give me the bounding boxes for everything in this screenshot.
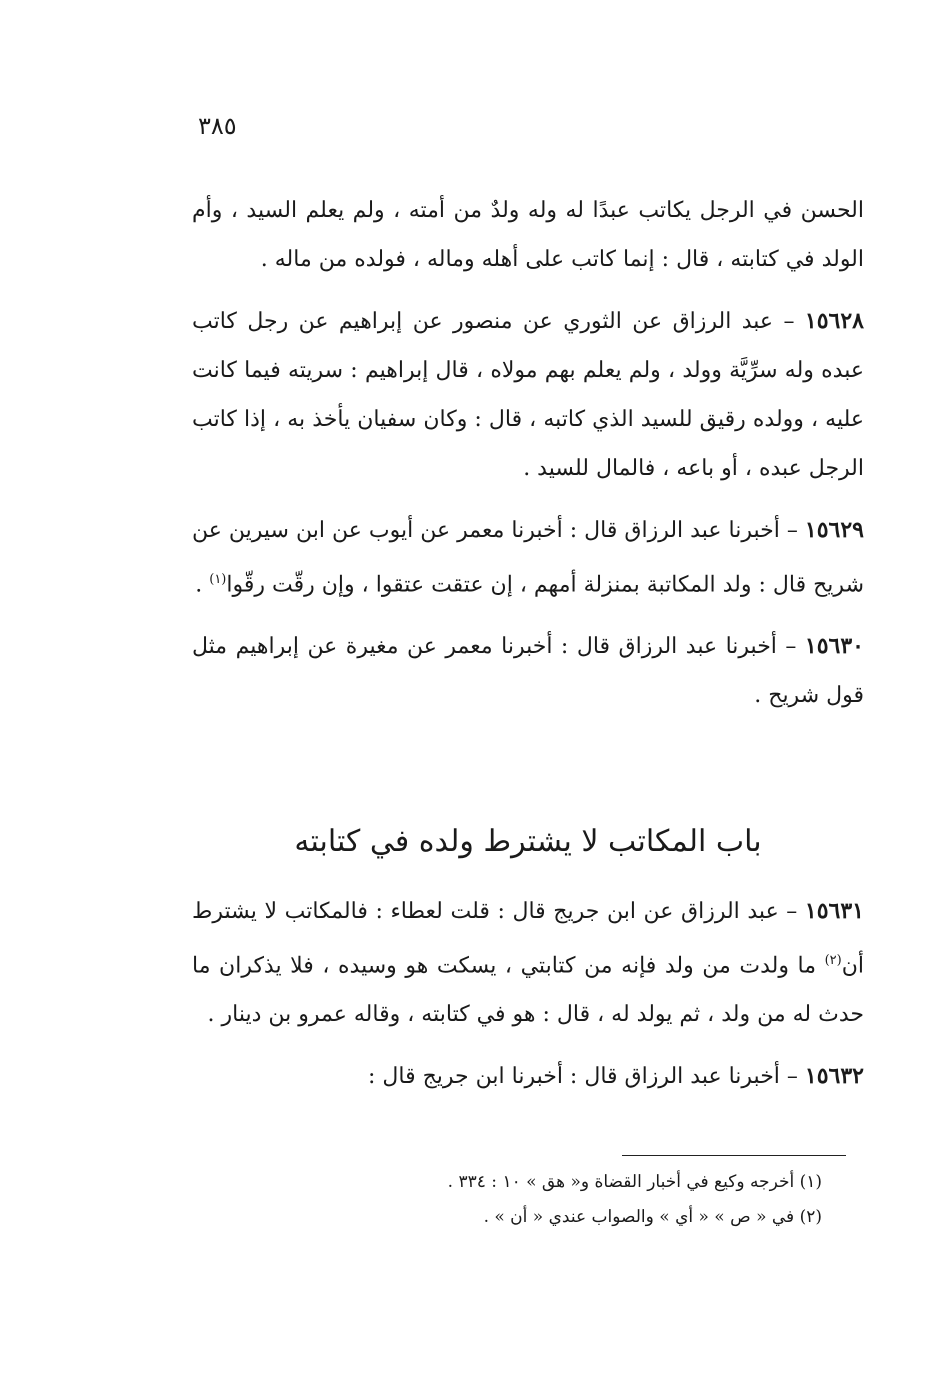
hadith-number: ١٥٦٣٢ <box>804 1063 864 1090</box>
hadith-tail: . <box>195 572 210 598</box>
hadith-15630 <box>192 622 864 720</box>
hadith-text: عبد الرزاق عن الثوري عن منصور عن إبراهيم عن رجل كاتب عبده وله سرِّيَّة وولد ، ولم يعلم بهم مولاه ، قال إبراهيم : سريته فيما كانت عليه ، وولده رقيق للسيد الذي كاتبه ، قال : وكان سفيان يأخذ به ، إذا كاتب الرجل عبده ، أو باعه ، فالمال للسيد . <box>192 309 864 481</box>
hadith-text: عبد الرزاق عن ابن جريج قال : قلت لعطاء : فالمكاتب لا يشترط أن <box>192 899 864 979</box>
footnote-ref-2: (٢) <box>824 953 842 968</box>
hadith-number: ١٥٦٣١ <box>804 898 864 924</box>
hadith-number: ١٥٦٢٩ <box>804 517 864 543</box>
footnote-divider <box>622 1155 846 1156</box>
hadith-15628 <box>192 297 864 493</box>
footnote-ref-1: (١) <box>209 572 227 587</box>
hadith-15631 <box>192 887 864 1039</box>
hadith-15632 <box>192 1052 864 1101</box>
number-separator: – <box>779 518 805 543</box>
chapter-heading: باب المكاتب لا يشترط ولده في كتابته <box>294 824 762 859</box>
page-number: ٣٨٥ <box>198 112 237 140</box>
top-paragraph: الحسن في الرجل يكاتب عبدًا له وله ولدٌ من أمته ، ولم يعلم السيد ، وأم الولد في كتابته ، قال : إنما كاتب على أهله وماله ، فولده من ماله . <box>192 198 864 272</box>
hadith-text: أخبرنا عبد الرزاق قال : أخبرنا ابن جريج قال : <box>367 1064 780 1090</box>
footnote-2: (٢) في « ص » « أي » والصواب عندي « أن » . <box>483 1207 822 1227</box>
hadith-number: ١٥٦٣٠ <box>804 633 864 660</box>
footnotes <box>360 1165 822 1235</box>
number-separator: – <box>778 899 805 924</box>
number-separator: – <box>776 634 805 660</box>
main-text <box>192 186 864 720</box>
hadith-text: أخبرنا عبد الرزاق قال : أخبرنا معمر عن مغيرة عن إبراهيم مثل قول شريح . <box>192 634 864 709</box>
hadith-text-continued: ما ولدت من ولد فإنه من كتابتي ، يسكت هو وسيده ، فلا يذكران ما حدث له من ولد ، ثم يولد له ، قال : هو في كتابته ، وقاله عمرو بن دينار . <box>192 953 864 1028</box>
number-separator: – <box>773 309 805 334</box>
footnote-1: (١) أخرجه وكيع في أخبار القضاة و« هق » ١٠ : ٣٣٤ . <box>447 1172 822 1192</box>
hadith-number: ١٥٦٢٨ <box>804 308 864 334</box>
hadith-text: أخبرنا عبد الرزاق قال : أخبرنا معمر عن أيوب عن ابن سيرين عن شريح قال : ولد المكاتبة بمنزلة أمهم ، إن عتقت عتقوا ، وإن رقّت رقّوا <box>192 518 864 598</box>
chapter-text <box>192 887 864 1101</box>
hadith-15629 <box>192 506 864 609</box>
number-separator: – <box>779 1064 805 1090</box>
